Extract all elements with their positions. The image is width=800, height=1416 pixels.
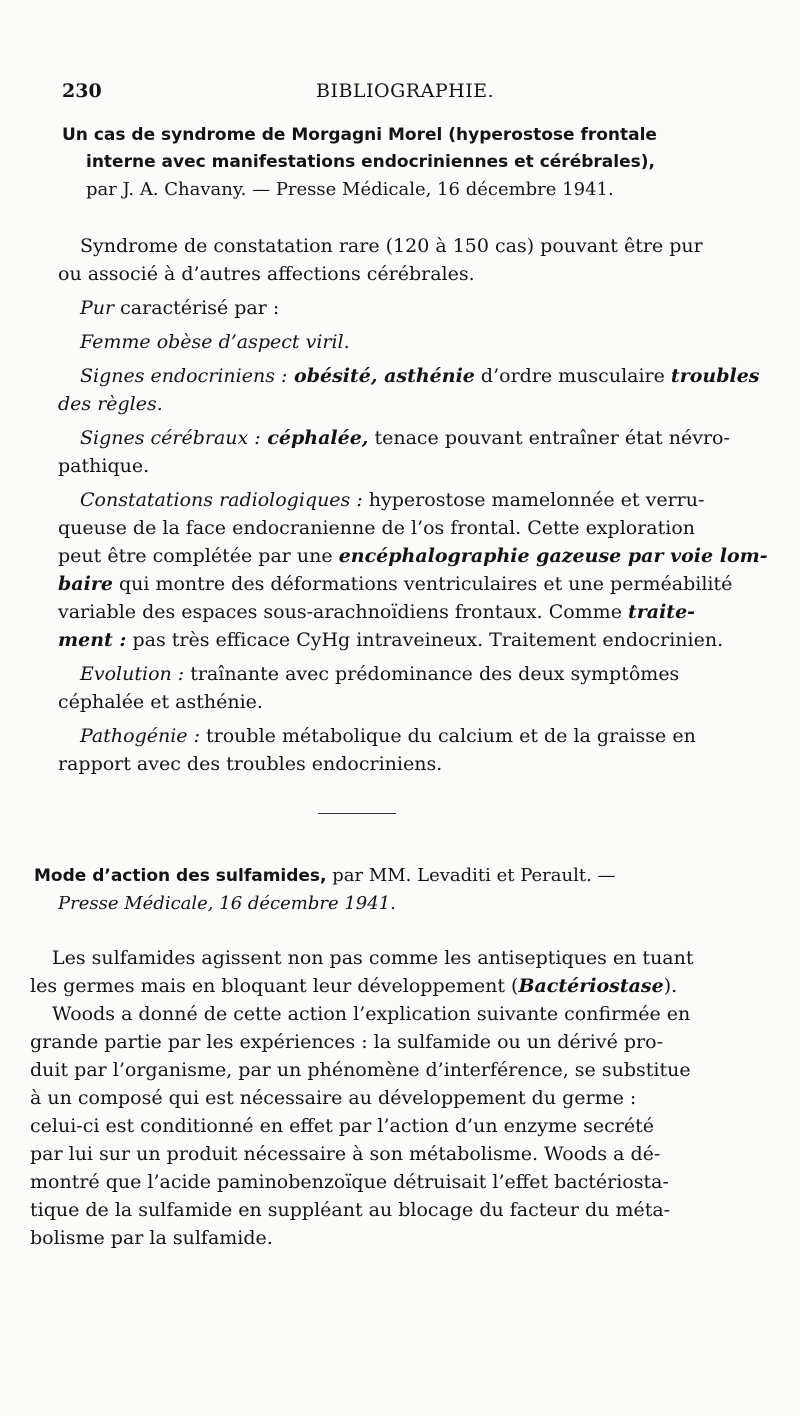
constat-l5a: variable des espaces sous-arachnoïdiens frontaux. Comme	[58, 601, 628, 623]
article2-line4: grande partie par les expériences : la sulfamide ou un dérivé pro-	[30, 1031, 663, 1053]
constat-l3a: peut être complétée par une	[58, 545, 339, 567]
constat-traite: traite-	[627, 601, 696, 623]
section-divider	[318, 813, 396, 814]
article1-title-line1: Un cas de syndrome de Morgagni Morel (hyperostose frontale	[62, 125, 657, 145]
article2-title-text: Mode d’action des sulfamides,	[34, 866, 327, 886]
article2-line9: montré que l’acide paminobenzoïque détruisait l’effet bactériosta-	[30, 1171, 669, 1193]
article2-line3: Woods a donné de cette action l’explication suivante confirmée en	[52, 1003, 691, 1025]
signes-endo-terms: obésité, asthénie	[287, 365, 475, 387]
article1-title-line2: interne avec manifestations endocriniennes et cérébrales),	[86, 152, 655, 172]
article1-femme-line	[58, 328, 698, 356]
article2-title-line1	[34, 862, 616, 890]
article1-constat-line4	[58, 570, 733, 598]
signes-cer-term: céphalée,	[260, 427, 369, 449]
article2-l2c: ).	[663, 975, 678, 997]
article1-pathogenie-line1	[58, 722, 698, 750]
article2-line8: par lui sur un produit nécessaire à son métabolisme. Woods a dé-	[30, 1143, 661, 1165]
evolution-text: traînante avec prédominance des deux symptômes	[184, 663, 680, 685]
signes-endo-label: Signes endocriniens :	[80, 365, 288, 387]
constat-ment: ment :	[58, 629, 127, 651]
article1-para1-line1: Syndrome de constatation rare (120 à 150 cas) pouvant être pur	[80, 235, 703, 257]
article2-line10: tique de la sulfamide en suppléant au blocage du facteur du méta-	[30, 1199, 671, 1221]
evolution-label: Evolution :	[80, 663, 185, 685]
article2-line5: duit par l’organisme, par un phénomène d’interférence, se substitue	[30, 1059, 691, 1081]
article1-signes-cer-line2: pathique.	[58, 455, 150, 477]
article1-constat-line1	[58, 486, 705, 514]
signes-cer-text: tenace pouvant entraîner état névro-	[368, 427, 730, 449]
article2-body	[30, 944, 710, 1252]
constat-l4b: qui montre des déformations ventriculaires et une perméabilité	[112, 573, 733, 595]
article1-signes-cer-line1	[58, 424, 730, 452]
pathogenie-label: Pathogénie :	[80, 725, 200, 747]
article1-evolution-line2: céphalée et asthénie.	[58, 691, 263, 713]
article1-signes-endo-line1	[58, 362, 760, 390]
article2-line1: Les sulfamides agissent non pas comme les antiseptiques en tuant	[52, 947, 694, 969]
article1-signes-endo-line2	[58, 390, 698, 418]
signes-endo-troubles: troubles	[670, 365, 760, 387]
constat-encephalo: encéphalographie gazeuse par voie	[338, 545, 714, 567]
constat-text: hyperostose mamelonnée et verru-	[362, 489, 705, 511]
pathogenie-text: trouble métabolique du calcium et de la graisse en	[199, 725, 696, 747]
femme-text: Femme obèse d’aspect viril.	[80, 331, 350, 353]
article2-line6: à un composé qui est nécessaire au développement du germe :	[30, 1087, 637, 1109]
article2-title	[34, 862, 616, 917]
signes-cer-label: Signes cérébraux :	[80, 427, 261, 449]
constat-baire: baire	[58, 573, 113, 595]
article2-l2a: les germes mais en bloquant leur développement (	[30, 975, 519, 997]
article2-byline	[34, 890, 616, 917]
page-number: 230	[62, 80, 102, 102]
constat-label: Constatations radiologiques :	[80, 489, 363, 511]
article2-line11: bolisme par la sulfamide.	[30, 1227, 273, 1249]
article2-bacteriostase: Bactériostase	[518, 975, 664, 997]
article1-pur-line	[58, 294, 698, 322]
constat-lom: lom-	[713, 545, 768, 567]
article1-para1-line2: ou associé à d’autres affections cérébrales.	[58, 263, 475, 285]
article1-body	[58, 232, 768, 778]
article1-constat-line6	[58, 626, 724, 654]
pur-label: Pur	[80, 297, 115, 319]
article2-line2	[30, 972, 710, 1000]
article1-byline: par J. A. Chavany. — Presse Médicale, 16 décembre 1941.	[86, 179, 614, 200]
article1-title	[62, 122, 657, 203]
constat-l6b: pas très efficace CyHg intraveineux. Traitement endocrinien.	[126, 629, 724, 651]
pur-text: caractérisé par :	[114, 297, 280, 319]
signes-endo-regles: des règles.	[58, 393, 163, 415]
signes-endo-text: d’ordre musculaire	[474, 365, 671, 387]
article1-constat-line3	[58, 542, 768, 570]
article1-constat-line5	[58, 598, 698, 626]
article1-constat-line2: queuse de la face endocranienne de l’os frontal. Cette exploration	[58, 517, 696, 539]
article1-evolution-line1	[58, 660, 698, 688]
article2-line7: celui-ci est conditionné en effet par l’action d’un enzyme secrété	[30, 1115, 654, 1137]
article1-pathogenie-line2: rapport avec des troubles endocriniens.	[58, 753, 443, 775]
running-title: BIBLIOGRAPHIE.	[316, 80, 495, 102]
article2-journal: Presse Médicale, 16 décembre 1941.	[58, 893, 396, 914]
article2-authors: par MM. Levaditi et Perault. —	[326, 865, 616, 886]
